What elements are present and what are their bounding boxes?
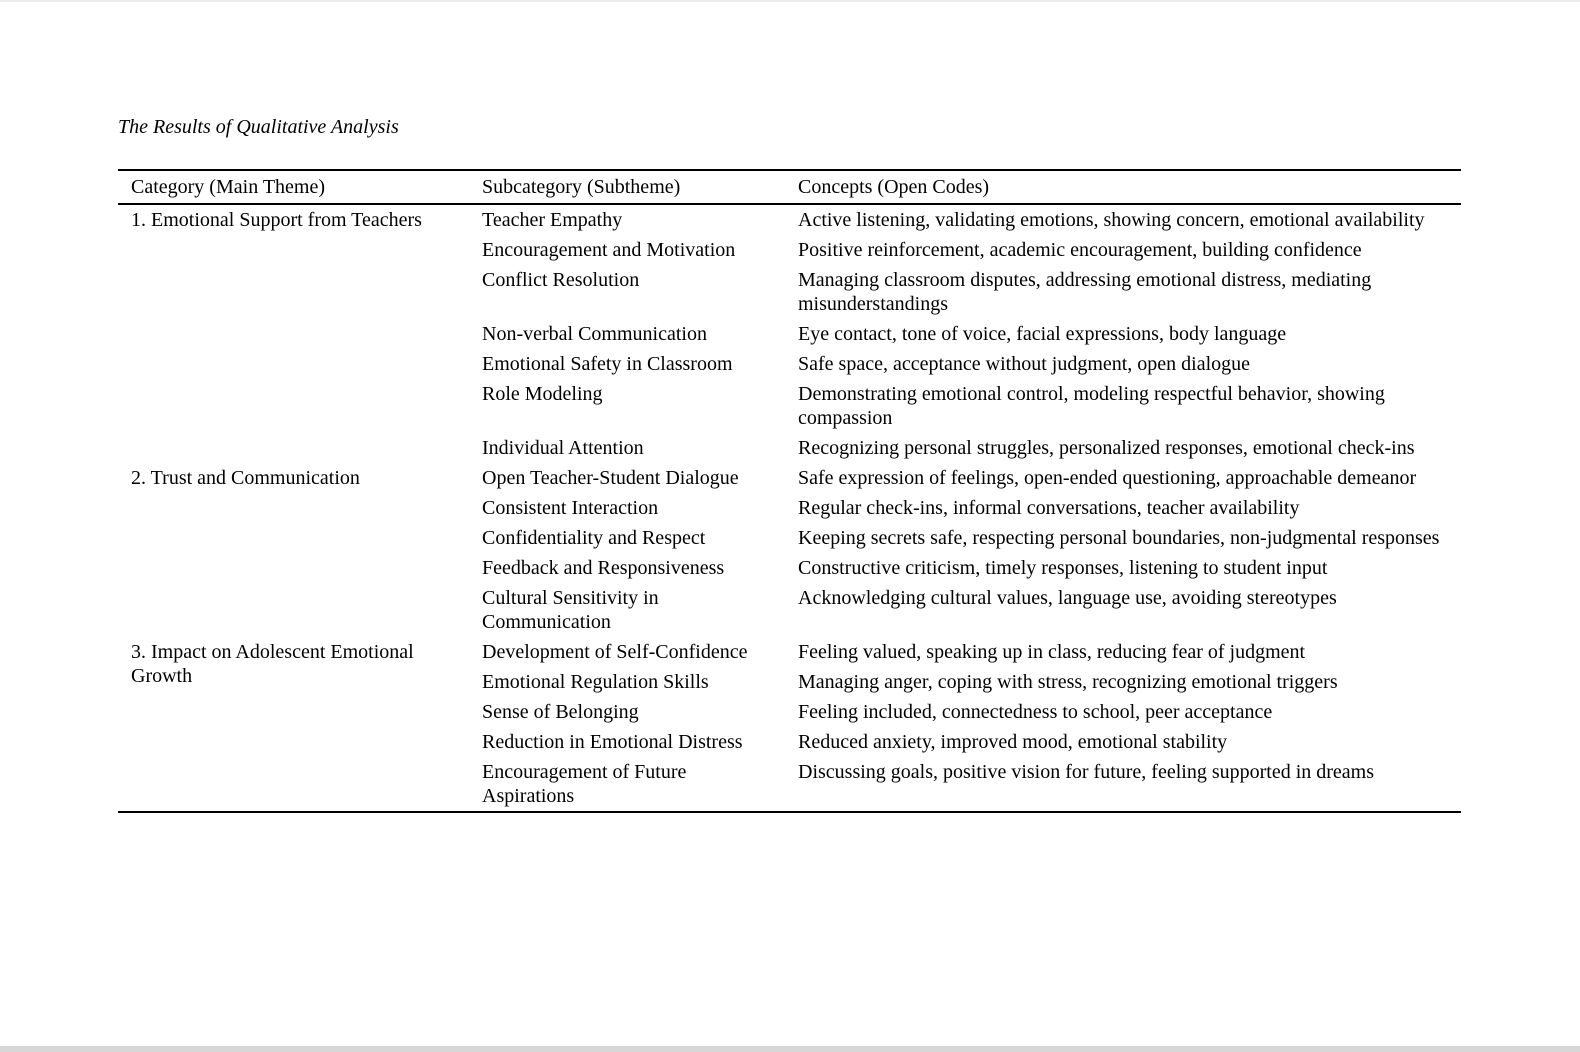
concepts-cell: Acknowledging cultural values, language use, avoiding stereotypes <box>798 587 1337 609</box>
category-cell: 3. Impact on Adolescent Emotional Growth <box>131 641 414 687</box>
subcategory-cell: Encouragement and Motivation <box>482 239 736 261</box>
subcategory-cell: Encouragement of Future Aspirations <box>482 761 687 807</box>
concepts-cell: Safe space, acceptance without judgment, open dialogue <box>798 353 1251 375</box>
category-cell: 2. Trust and Communication <box>131 467 360 489</box>
subcategory-cell: Non-verbal Communication <box>482 323 707 345</box>
concepts-cell: Positive reinforcement, academic encouragement, building confidence <box>798 239 1362 261</box>
subcategory-cell: Emotional Regulation Skills <box>482 671 709 693</box>
subcategory-cell: Reduction in Emotional Distress <box>482 731 743 753</box>
subcategory-cell: Open Teacher-Student Dialogue <box>482 467 739 489</box>
subcategory-cell: Confidentiality and Respect <box>482 527 706 549</box>
concepts-cell: Discussing goals, positive vision for future, feeling supported in dreams <box>798 761 1375 783</box>
subcategory-cell: Emotional Safety in Classroom <box>482 353 733 375</box>
concepts-cell: Reduced anxiety, improved mood, emotional stability <box>798 731 1228 753</box>
table-title: The Results of Qualitative Analysis <box>118 116 399 138</box>
viewport-top-edge <box>0 0 1580 2</box>
concepts-cell: Regular check-ins, informal conversations, teacher availability <box>798 497 1300 519</box>
concepts-cell: Active listening, validating emotions, showing concern, emotional availability <box>798 209 1425 231</box>
concepts-cell: Managing anger, coping with stress, recognizing emotional triggers <box>798 671 1338 693</box>
subcategory-cell: Sense of Belonging <box>482 701 639 723</box>
subcategory-cell: Role Modeling <box>482 383 603 405</box>
column-header-concepts: Concepts (Open Codes) <box>785 170 1461 204</box>
concepts-cell: Demonstrating emotional control, modeling respectful behavior, showing compassion <box>798 383 1385 429</box>
concepts-cell: Constructive criticism, timely responses, listening to student input <box>798 557 1328 579</box>
column-header-subcategory: Subcategory (Subtheme) <box>469 170 785 204</box>
results-table <box>118 169 1461 813</box>
viewport-bottom-edge <box>0 1046 1580 1052</box>
subcategory-cell: Development of Self-Confidence <box>482 641 748 663</box>
table-row <box>118 204 1461 235</box>
table-row <box>118 463 1461 493</box>
table-body <box>118 204 1461 812</box>
category-cell: 1. Emotional Support from Teachers <box>131 209 422 231</box>
concepts-cell: Feeling valued, speaking up in class, reducing fear of judgment <box>798 641 1306 663</box>
concepts-cell: Managing classroom disputes, addressing emotional distress, mediating misunderstandings <box>798 269 1372 315</box>
concepts-cell: Safe expression of feelings, open-ended questioning, approachable demeanor <box>798 467 1417 489</box>
table-row <box>118 637 1461 667</box>
subcategory-cell: Feedback and Responsiveness <box>482 557 725 579</box>
subcategory-cell: Teacher Empathy <box>482 209 623 231</box>
subcategory-cell: Consistent Interaction <box>482 497 659 519</box>
subcategory-cell: Individual Attention <box>482 437 644 459</box>
subcategory-cell: Conflict Resolution <box>482 269 640 291</box>
subcategory-cell: Cultural Sensitivity in Communication <box>482 587 659 633</box>
concepts-cell: Eye contact, tone of voice, facial expressions, body language <box>798 323 1287 345</box>
table-header-row <box>118 170 1461 204</box>
concepts-cell: Keeping secrets safe, respecting personal boundaries, non-judgmental responses <box>798 527 1440 549</box>
concepts-cell: Recognizing personal struggles, personalized responses, emotional check-ins <box>798 437 1415 459</box>
column-header-category: Category (Main Theme) <box>118 170 469 204</box>
concepts-cell: Feeling included, connectedness to school, peer acceptance <box>798 701 1273 723</box>
